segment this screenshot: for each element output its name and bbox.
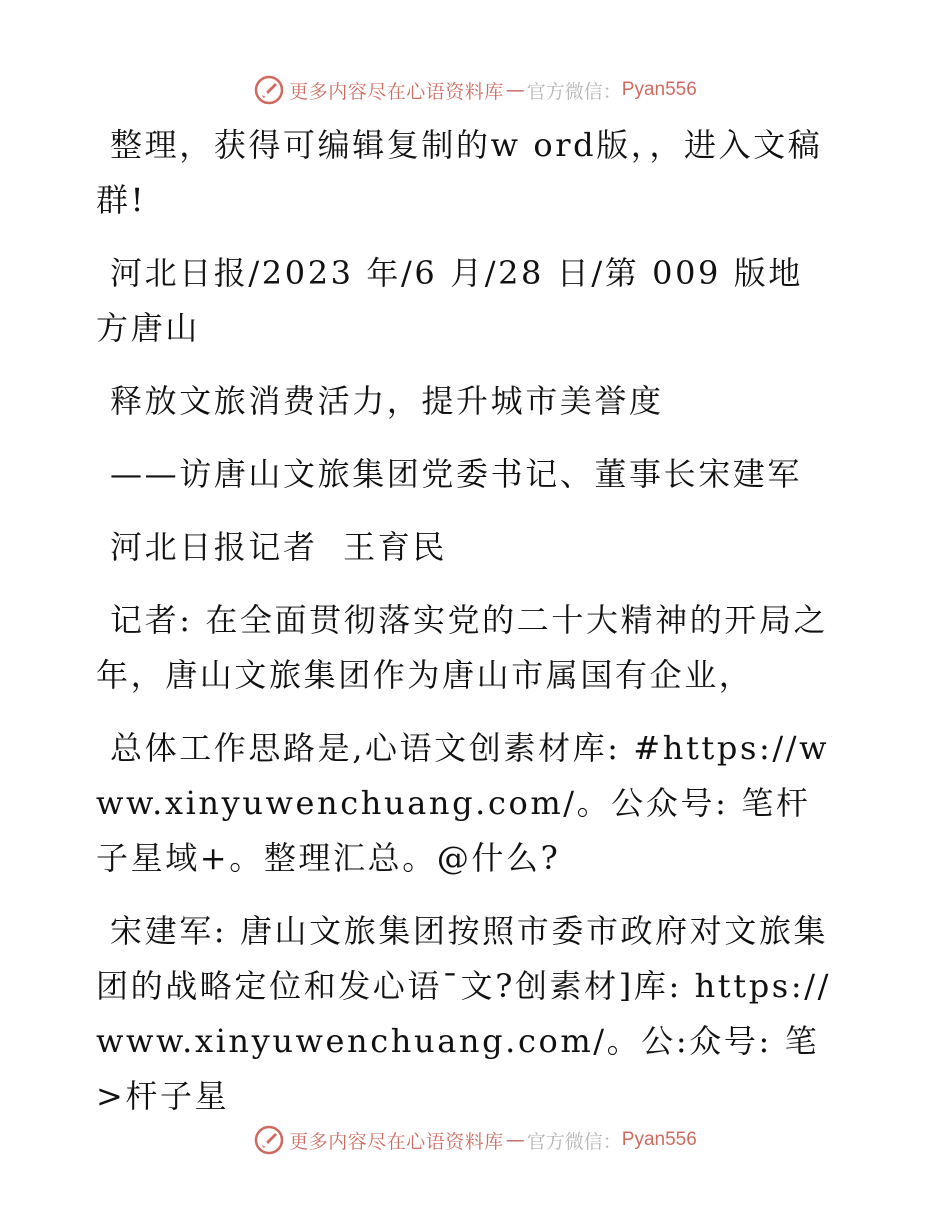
paragraph-intro: 整理，获得可编辑复制的w ord版，，进入文稿群! <box>96 126 823 219</box>
paragraph-source: 河北日报/2023 年/6 月/28 日/第 009 版地方唐山 <box>96 254 803 347</box>
article-subtitle: ——访唐山文旅集团党委书记、董事长宋建军 <box>110 455 803 493</box>
quill-logo-icon <box>253 74 285 106</box>
watermark-brand: 更多内容尽在心语资料库 <box>289 80 504 103</box>
watermark-colon: ： <box>602 80 622 103</box>
watermark-brand: 更多内容尽在心语资料库 <box>289 1130 504 1153</box>
watermark-wechat-label: 官方微信 <box>526 1130 603 1153</box>
watermark-dash: — <box>505 79 525 101</box>
watermark-wechat-id: Pyan556 <box>621 1129 697 1150</box>
paragraph-question: 记者: 在全面贯彻落实党的二十大精神的开局之年，唐山文旅集团作为唐山市属国有企业， <box>96 601 829 694</box>
document-body <box>96 118 836 1142</box>
quill-logo-icon <box>253 1124 285 1156</box>
paragraph-answer: 宋建军: 唐山文旅集团按照市委市政府对文旅集团的战略定位和发心语¯文?创素材]库: https://www.xinyuwenchuang.com/。公:众号: 笔>杆子星 <box>96 912 831 1115</box>
watermark-colon: ： <box>602 1130 622 1153</box>
paragraph-question-cont: 总体工作思路是,心语文创素材库: #https://www.xinyuwenchuang.com/。公众号: 笔杆子星域+。整理汇总。@什么? <box>96 729 830 877</box>
footer-watermark <box>0 1120 950 1160</box>
article-title: 释放文旅消费活力，提升城市美誉度 <box>110 382 664 420</box>
watermark-wechat-label: 官方微信 <box>526 80 603 103</box>
article-byline: 河北日报记者 王育民 <box>110 528 447 566</box>
watermark-dash: — <box>505 1129 525 1151</box>
header-watermark <box>0 70 950 110</box>
watermark-wechat-id: Pyan556 <box>621 79 697 100</box>
